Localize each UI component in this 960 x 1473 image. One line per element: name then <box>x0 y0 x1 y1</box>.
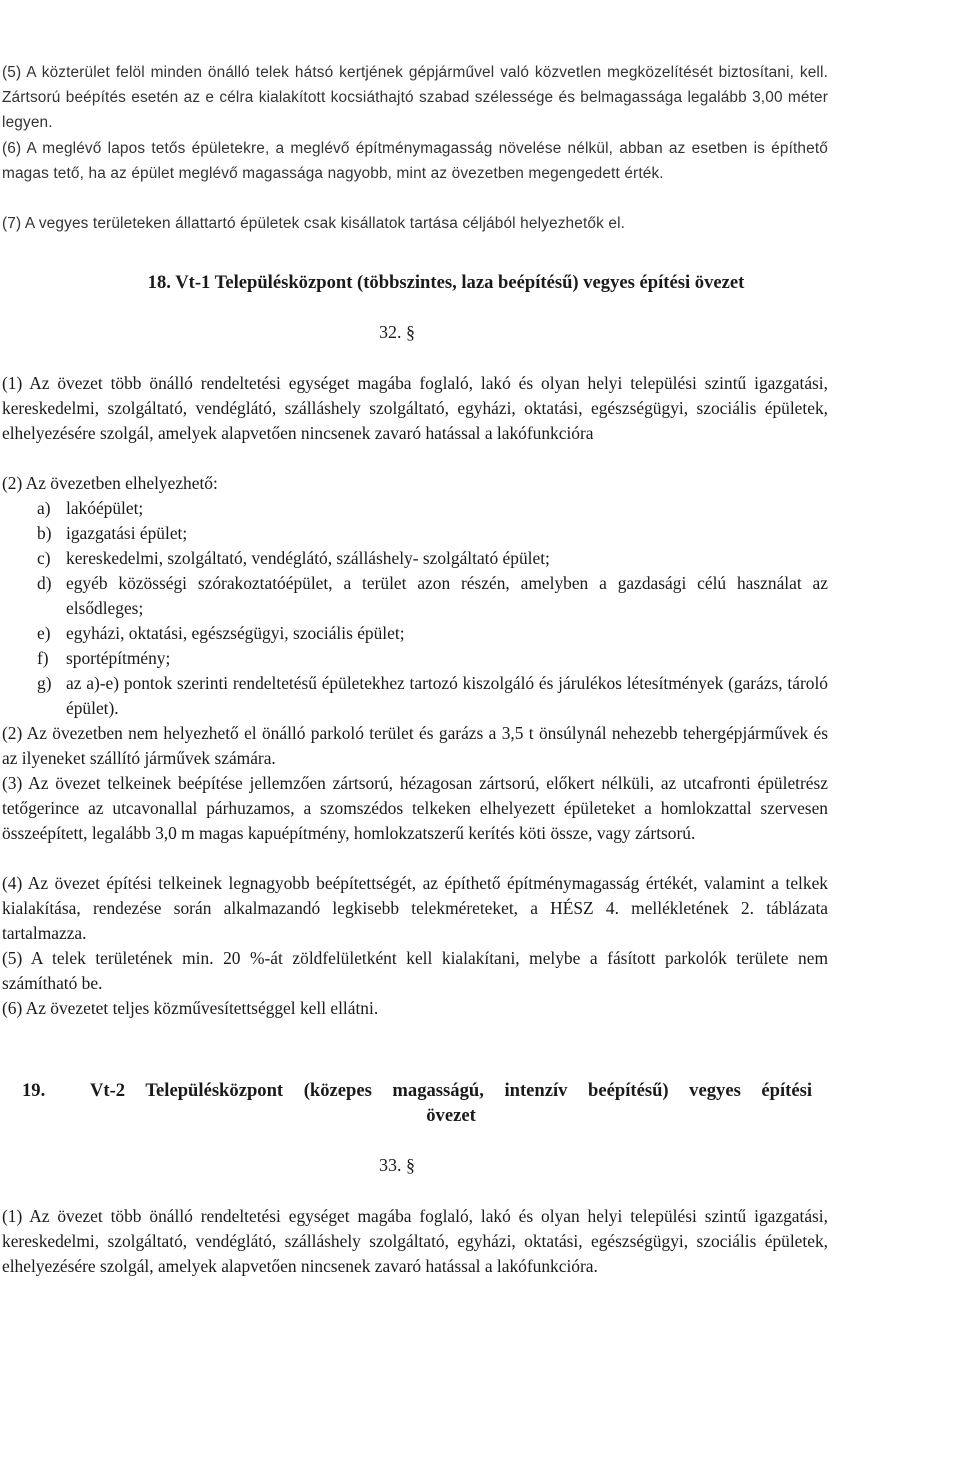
paragraph-5-access: (5) A közterület felöl minden önálló telek hátsó kertjének gépjárművel való közvetlen megközelítését biztosítani, kell. Zártsorú beépítés esetén az e célra kialakított kocsiáthajtó szabad szélessége és belmagassága legalább 3,00 méter legyen. <box>2 64 828 131</box>
s18-paragraph-2-intro: (2) Az övezetben elhelyezhető: <box>2 473 218 493</box>
paragraph-6-roof: (6) A meglévő lapos tetős épületekre, a meglévő építménymagasság növelése nélkül, abban az esetben is építhető magas tető, ha az épület meglévő magassága nagyobb, mint az övezetben megengedett érték. <box>2 140 828 182</box>
section-19-number: 19. <box>22 1080 46 1101</box>
s18-paragraph-5: (5) A telek területének min. 20 %-át zöldfelületként kell kialakítani, melybe a fásított parkolók területe nem számítható be. <box>2 948 828 993</box>
list-item <box>37 496 828 521</box>
list-marker: c) <box>37 548 51 568</box>
s18-paragraph-3: (3) Az övezet telkeinek beépítése jellemzően zártsorú, hézagosan zártsorú, előkert nélküli, az utcafronti épületrész tetőgerince az utcavonallal párhuzamos, a szomszédos telkeken elhelyezett épületeket a homlokzattal szervesen összeépített, legalább 3,0 m magas kapuépítmény, homlokzatszerű kerítés köti össze, vagy zártsorú. <box>2 773 828 843</box>
list-marker: e) <box>37 623 51 643</box>
list-text: sportépítmény; <box>66 648 171 668</box>
s18-paragraph-1: (1) Az övezet több önálló rendeltetési egységet magába foglaló, lakó és olyan helyi települési szintű igazgatási, kereskedelmi, szolgáltató, vendéglátó, szálláshely szolgáltató, egyházi, oktatási, egészségügyi, szociális épületek, elhelyezésére szolgál, amelyek alapvetően nincsenek zavaró hatással a lakófunkcióra <box>2 373 828 443</box>
list-marker: a) <box>37 498 51 518</box>
list-item <box>37 521 828 546</box>
list-text: lakóépület; <box>66 498 144 518</box>
list-item <box>37 546 828 571</box>
s18-paragraph-2b: (2) Az övezetben nem helyezhető el önálló parkoló terület és garázs a 3,5 t önsúlynál nehezebb tehergépjárművek és az ilyeneket szállító járművek számára. <box>2 723 828 768</box>
list-text: az a)-e) pontok szerinti rendeltetésű épületekhez tartozó kiszolgáló és járulékos létesítmények (garázs, tároló épület). <box>66 673 828 718</box>
list-item <box>37 671 828 721</box>
list-item <box>37 646 828 671</box>
section-18-heading: 18. Vt-1 Településközpont (többszintes, laza beépítésű) vegyes építési övezet <box>147 272 745 293</box>
list-marker: d) <box>37 573 52 593</box>
section-19-heading-line-1: Vt-2 Településközpont (közepes magasságú, intenzív beépítésű) vegyes építési <box>90 1080 812 1101</box>
list-text: kereskedelmi, szolgáltató, vendéglátó, szálláshely- szolgáltató épület; <box>66 548 550 568</box>
list-marker: f) <box>37 648 49 668</box>
list-marker: g) <box>37 673 52 693</box>
paragraph-7-animals: (7) A vegyes területeken állattartó épületek csak kisállatok tartása céljából helyezhetők el. <box>2 215 626 232</box>
list-text: egyéb közösségi szórakoztatóépület, a terület azon részén, amelyben a gazdasági célú használat az elsődleges; <box>66 573 828 618</box>
section-19-heading-line-2: övezet <box>426 1105 476 1126</box>
list-marker: b) <box>37 523 52 543</box>
s18-paragraph-4: (4) Az övezet építési telkeinek legnagyobb beépítettségét, az építhető építménymagasság értékét, valamint a telkek kialakítása, rendezése során alkalmazandó legkisebb telekméreteket, a HÉSZ 4. mellékletének 2. táblázata tartalmazza. <box>2 873 828 943</box>
list-item <box>37 571 828 621</box>
list-item <box>37 621 828 646</box>
list-text: igazgatási épület; <box>66 523 188 543</box>
section-32-sign: 32. § <box>379 322 415 342</box>
list-text: egyházi, oktatási, egészségügyi, szociális épület; <box>66 623 405 643</box>
s18-paragraph-6: (6) Az övezetet teljes közművesítettséggel kell ellátni. <box>2 998 379 1018</box>
s19-paragraph-1: (1) Az övezet több önálló rendeltetési egységet magába foglaló, lakó és olyan helyi települési szintű igazgatási, kereskedelmi, szolgáltató, vendéglátó, szálláshely szolgáltató, egyházi, oktatási, egészségügyi, szociális épületek, elhelyezésére szolgál, amelyek alapvetően nincsenek zavaró hatással a lakófunkcióra. <box>2 1206 828 1276</box>
section-33-sign: 33. § <box>379 1155 415 1175</box>
